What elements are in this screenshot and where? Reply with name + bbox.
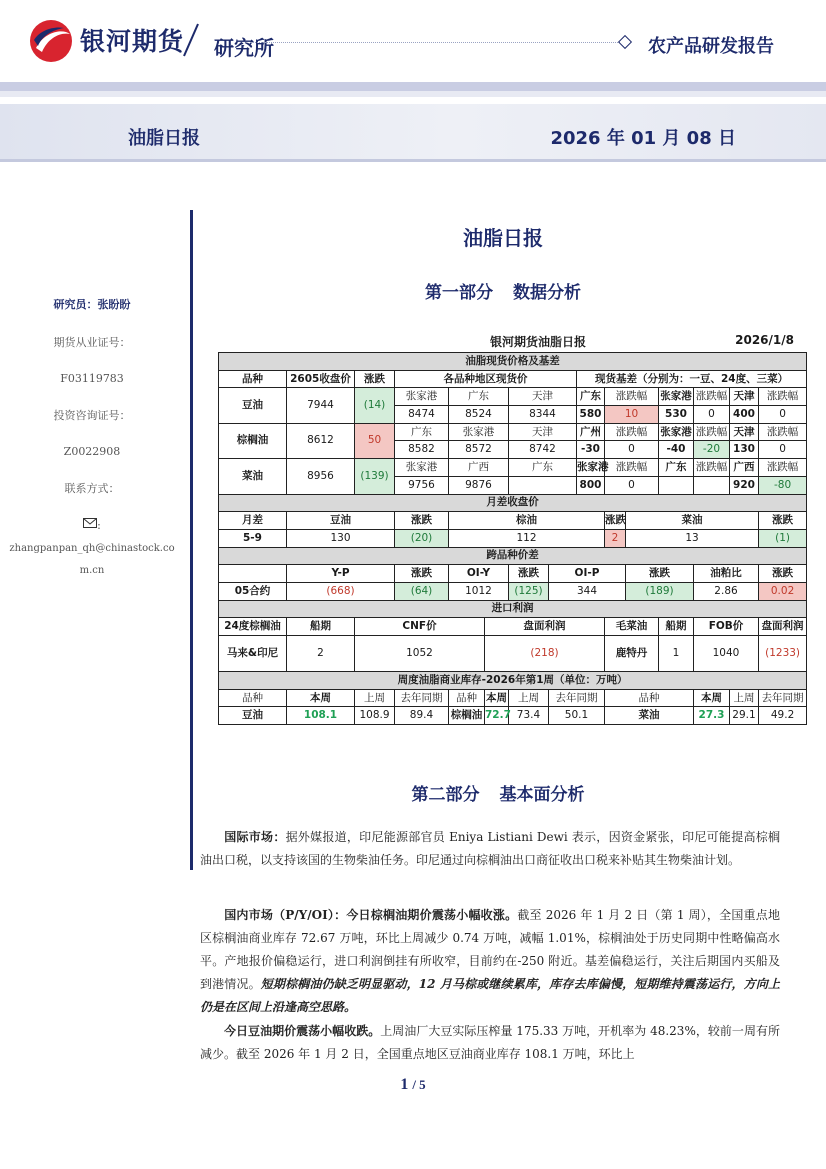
paragraph-lead: 今日豆油期价震荡小幅收跌。 bbox=[224, 1024, 381, 1038]
table-row: 豆油 7944 (14) 张家港 广东 天津 广东 涨跌幅 张家港 涨跌幅 天津 涨跌幅 bbox=[219, 388, 807, 406]
mail-colon: : bbox=[97, 519, 101, 532]
table-row: Y-P 涨跌 OI-Y 涨跌 OI-P 涨跌 油粕比 涨跌 bbox=[219, 565, 807, 583]
email-link[interactable]: zhangpanpan_qh@chinastock.com.cn bbox=[9, 543, 175, 576]
section-heading-fundamentals: 第二部分 基本面分析 bbox=[411, 785, 585, 805]
table-row: 月差 豆油 涨跌 棕油 涨跌 菜油 涨跌 bbox=[219, 512, 807, 530]
col-close: 2605收盘价 bbox=[287, 370, 355, 388]
banner-title: 油脂日报 bbox=[128, 128, 200, 149]
table-row: 05合约 (668) (64) 1012 (125) 344 (189) 2.86 0.02 bbox=[219, 582, 807, 600]
table-row: 品种 本周 上周 去年同期 品种 本周 上周 去年同期 品种 本周 上周 去年同期 bbox=[219, 689, 807, 707]
section-heading-data: 第一部分 数据分析 bbox=[425, 283, 581, 303]
divider-slash-icon bbox=[182, 22, 200, 58]
brand-name: 银河期货 bbox=[80, 27, 185, 56]
table-row: 24度棕榈油 船期 CNF价 盘面利润 毛菜油 船期 FOB价 盘面利润 bbox=[219, 618, 807, 636]
oil-daily-table: 油脂现货价格及基差 品种 2605收盘价 涨跌 各品种地区现货价 现货基差（分别为：一豆、24度、三菜） 豆油 7944 (14) 张家港 广东 天津 广东 涨跌幅 张家港 涨跌幅 天津 涨跌幅 8474 8524 8344 580 10 530 0 400 0 棕榈油 8612 50 广东 张家港 天津 广州 涨跌幅 张家港 涨跌幅 天津 涨跌幅 8582 8572 8742 -30 0 -40 -20 130 0 菜油 8956 (139) 张家港 广西 广东 张家港 涨跌幅 广东 涨跌幅 广西 涨跌幅 9756 9876 800 0 920 -80 月差收盘价 月差 豆油 涨跌 棕油 涨跌 菜油 涨跌 5-9 130 (20) 112 2 13 (1) 跨品种价差 Y-P 涨跌 OI-Y 涨跌 OI-P 涨跌 油粕比 涨跌 05合约 (668) (64) 1012 (125) 344 (189) 2.86 0.02 进口利润 24度棕榈油 船期 CNF价 盘面利润 毛菜油 船期 FOB价 盘面利润 马来&印尼 2 1052 (218) 鹿特丹 1 1040 (1233) 周度油脂商业库存-2026年第1周（单位：万吨） 品种 本周 上周 去年同期 品种 本周 上周 去年同期 品种 本周 上周 去年同期 豆油 108.1 108.9 89.4 棕榈油 72.7 73.4 50.1 菜油 27.3 29.1 49.2 bbox=[218, 352, 807, 725]
paragraph-soybean-oil bbox=[200, 1020, 780, 1066]
paragraph-lead: 国内市场（P/Y/OI）：今日棕榈油期价震荡小幅收涨。 bbox=[224, 908, 518, 922]
mail-icon bbox=[83, 518, 97, 528]
paragraph-body: 截至 2026 年 1 月 2 日（第 1 周），全国重点地区棕榈油商业库存 72.67 万吨，环比上周减少 0.74 万吨，减幅 1.01%，棕榈油处于历史同期中性略偏高水平。产地报价偏稳运行，进口利润倒挂有所收窄，目前约在-250 附近。基差偏稳运行，关注后期国内买船及到港情况。 bbox=[200, 908, 780, 991]
banner-date: 2026 年 01 月 08 日 bbox=[550, 128, 736, 149]
table-row: 8582 8572 8742 -30 0 -40 -20 130 0 bbox=[219, 441, 807, 459]
table-row: 8474 8524 8344 580 10 530 0 400 0 bbox=[219, 406, 807, 424]
page-total: / 5 bbox=[412, 1077, 426, 1092]
col-variety: 品种 bbox=[219, 370, 287, 388]
paragraph-body: 据外媒报道，印尼能源部官员 Eniya Listiani Dewi 表示，因资金紧张，印尼可能提高棕榈油出口税，以支持该国的生物柴油任务。印尼通过向棕榈油出口商征收出口税来补贴其生物柴油计划。 bbox=[200, 830, 780, 867]
table-row: 棕榈油 8612 50 广东 张家港 天津 广州 涨跌幅 张家港 涨跌幅 天津 涨跌幅 bbox=[219, 423, 807, 441]
table-row: 豆油 108.1 108.9 89.4 棕榈油 72.7 73.4 50.1 菜油 27.3 29.1 49.2 bbox=[219, 707, 807, 725]
page-current: 1 bbox=[400, 1076, 409, 1093]
sheet-header bbox=[218, 330, 804, 352]
sidebar-divider bbox=[190, 210, 193, 870]
page-number bbox=[0, 1076, 826, 1094]
paragraph-international bbox=[200, 826, 780, 872]
contact-label: 联系方式： bbox=[64, 482, 120, 495]
cross-section-header: 跨品种价差 bbox=[219, 547, 807, 565]
license-label: 期货从业证号： bbox=[53, 336, 131, 349]
analyst-sidebar bbox=[0, 296, 184, 582]
sheet-title: 银河期货油脂日报 bbox=[490, 335, 587, 349]
paragraph-lead: 国际市场： bbox=[224, 830, 286, 844]
table-row: 9756 9876 800 0 920 -80 bbox=[219, 476, 807, 494]
import-section-header: 进口利润 bbox=[219, 600, 807, 618]
mail-row bbox=[0, 518, 184, 534]
col-basis: 现货基差（分别为：一豆、24度、三菜） bbox=[577, 370, 807, 388]
sheet-date: 2026/1/8 bbox=[735, 333, 794, 347]
paragraph-domestic-palm bbox=[200, 904, 780, 1019]
spread-section-header: 月差收盘价 bbox=[219, 494, 807, 512]
stock-section-header: 周度油脂商业库存-2026年第1周（单位：万吨） bbox=[219, 672, 807, 690]
spot-section-header: 油脂现货价格及基差 bbox=[219, 353, 807, 371]
advisor-label: 投资咨询证号： bbox=[53, 409, 131, 422]
header-stripe-light bbox=[0, 91, 826, 97]
institute-name: 研究所 bbox=[214, 36, 274, 60]
paragraph-emphasis: 短期棕榈油仍缺乏明显驱动，12 月马棕或继续累库，库存去库偏慢，短期维持震荡运行，方向上仍是在区间上沿逢高空思路。 bbox=[200, 977, 780, 1014]
analyst-name: 研究员：张盼盼 bbox=[53, 298, 131, 311]
report-type: 农产品研发报告 bbox=[648, 36, 774, 57]
report-title: 油脂日报 bbox=[463, 226, 543, 250]
col-spot-price: 各品种地区现货价 bbox=[395, 370, 577, 388]
header-dotted-rule bbox=[250, 42, 620, 43]
header-stripe bbox=[0, 82, 826, 91]
galaxy-logo-icon bbox=[28, 18, 74, 64]
diamond-icon bbox=[618, 35, 632, 49]
table-row: 菜油 8956 (139) 张家港 广西 广东 张家港 涨跌幅 广东 涨跌幅 广西 涨跌幅 bbox=[219, 459, 807, 477]
paragraph-body: 上周油厂大豆实际压榨量 175.33 万吨，开机率为 48.23%，较前一周有所减少。截至 2026 年 1 月 2 日，全国重点地区豆油商业库存 108.1 万吨，环比上 bbox=[200, 1024, 780, 1061]
advisor-number: Z0022908 bbox=[63, 445, 121, 458]
license-number: F03119783 bbox=[60, 372, 124, 385]
table-row: 5-9 130 (20) 112 2 13 (1) bbox=[219, 529, 807, 547]
page-header bbox=[0, 0, 826, 100]
title-banner bbox=[0, 104, 826, 162]
col-change: 涨跌 bbox=[355, 370, 395, 388]
